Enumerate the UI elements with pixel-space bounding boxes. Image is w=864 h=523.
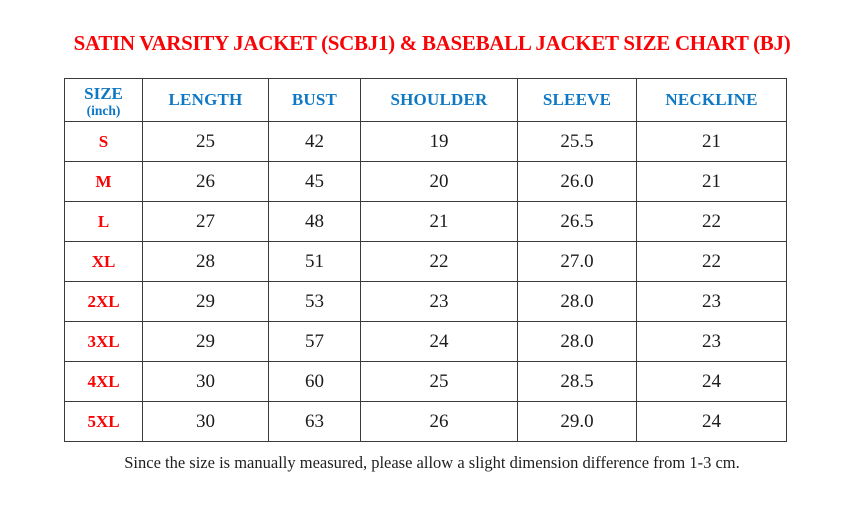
bust-cell: 51 <box>269 242 361 282</box>
neckline-cell: 22 <box>637 242 787 282</box>
length-cell: 28 <box>143 242 269 282</box>
table-row <box>65 202 787 242</box>
sleeve-cell: 26.5 <box>518 202 637 242</box>
bust-cell: 57 <box>269 322 361 362</box>
header-size-label: SIZE <box>84 84 123 103</box>
bust-cell: 45 <box>269 162 361 202</box>
table-row <box>65 402 787 442</box>
length-cell: 26 <box>143 162 269 202</box>
shoulder-cell: 25 <box>361 362 518 402</box>
length-cell: 27 <box>143 202 269 242</box>
bust-cell: 42 <box>269 122 361 162</box>
size-cell: 2XL <box>65 282 143 322</box>
bust-cell: 48 <box>269 202 361 242</box>
size-cell: 4XL <box>65 362 143 402</box>
neckline-cell: 23 <box>637 282 787 322</box>
table-row <box>65 322 787 362</box>
sleeve-cell: 29.0 <box>518 402 637 442</box>
size-cell: M <box>65 162 143 202</box>
footer-note: Since the size is manually measured, please allow a slight dimension difference from 1-3 cm. <box>124 453 740 472</box>
table-row <box>65 162 787 202</box>
size-cell: S <box>65 122 143 162</box>
shoulder-cell: 19 <box>361 122 518 162</box>
neckline-cell: 24 <box>637 402 787 442</box>
bust-cell: 60 <box>269 362 361 402</box>
sleeve-cell: 26.0 <box>518 162 637 202</box>
table-row <box>65 362 787 402</box>
length-cell: 25 <box>143 122 269 162</box>
neckline-cell: 23 <box>637 322 787 362</box>
header-neckline: NECKLINE <box>637 79 787 122</box>
sleeve-cell: 25.5 <box>518 122 637 162</box>
header-bust: BUST <box>269 79 361 122</box>
size-cell: XL <box>65 242 143 282</box>
neckline-cell: 21 <box>637 122 787 162</box>
shoulder-cell: 23 <box>361 282 518 322</box>
table-row <box>65 122 787 162</box>
sleeve-cell: 28.0 <box>518 322 637 362</box>
size-cell: 5XL <box>65 402 143 442</box>
header-row <box>65 79 787 122</box>
shoulder-cell: 21 <box>361 202 518 242</box>
header-size-unit: (inch) <box>86 103 121 118</box>
table-row <box>65 282 787 322</box>
length-cell: 30 <box>143 362 269 402</box>
length-cell: 29 <box>143 322 269 362</box>
sleeve-cell: 27.0 <box>518 242 637 282</box>
shoulder-cell: 22 <box>361 242 518 282</box>
header-size <box>65 79 143 122</box>
sleeve-cell: 28.0 <box>518 282 637 322</box>
bust-cell: 53 <box>269 282 361 322</box>
table-row <box>65 242 787 282</box>
neckline-cell: 21 <box>637 162 787 202</box>
header-shoulder: SHOULDER <box>361 79 518 122</box>
size-cell: L <box>65 202 143 242</box>
bust-cell: 63 <box>269 402 361 442</box>
header-length: LENGTH <box>143 79 269 122</box>
shoulder-cell: 24 <box>361 322 518 362</box>
page-title: SATIN VARSITY JACKET (SCBJ1) & BASEBALL JACKET SIZE CHART (BJ) <box>73 31 791 55</box>
size-cell: 3XL <box>65 322 143 362</box>
header-sleeve: SLEEVE <box>518 79 637 122</box>
shoulder-cell: 26 <box>361 402 518 442</box>
length-cell: 30 <box>143 402 269 442</box>
length-cell: 29 <box>143 282 269 322</box>
neckline-cell: 24 <box>637 362 787 402</box>
neckline-cell: 22 <box>637 202 787 242</box>
sleeve-cell: 28.5 <box>518 362 637 402</box>
shoulder-cell: 20 <box>361 162 518 202</box>
size-chart-table <box>64 78 787 442</box>
